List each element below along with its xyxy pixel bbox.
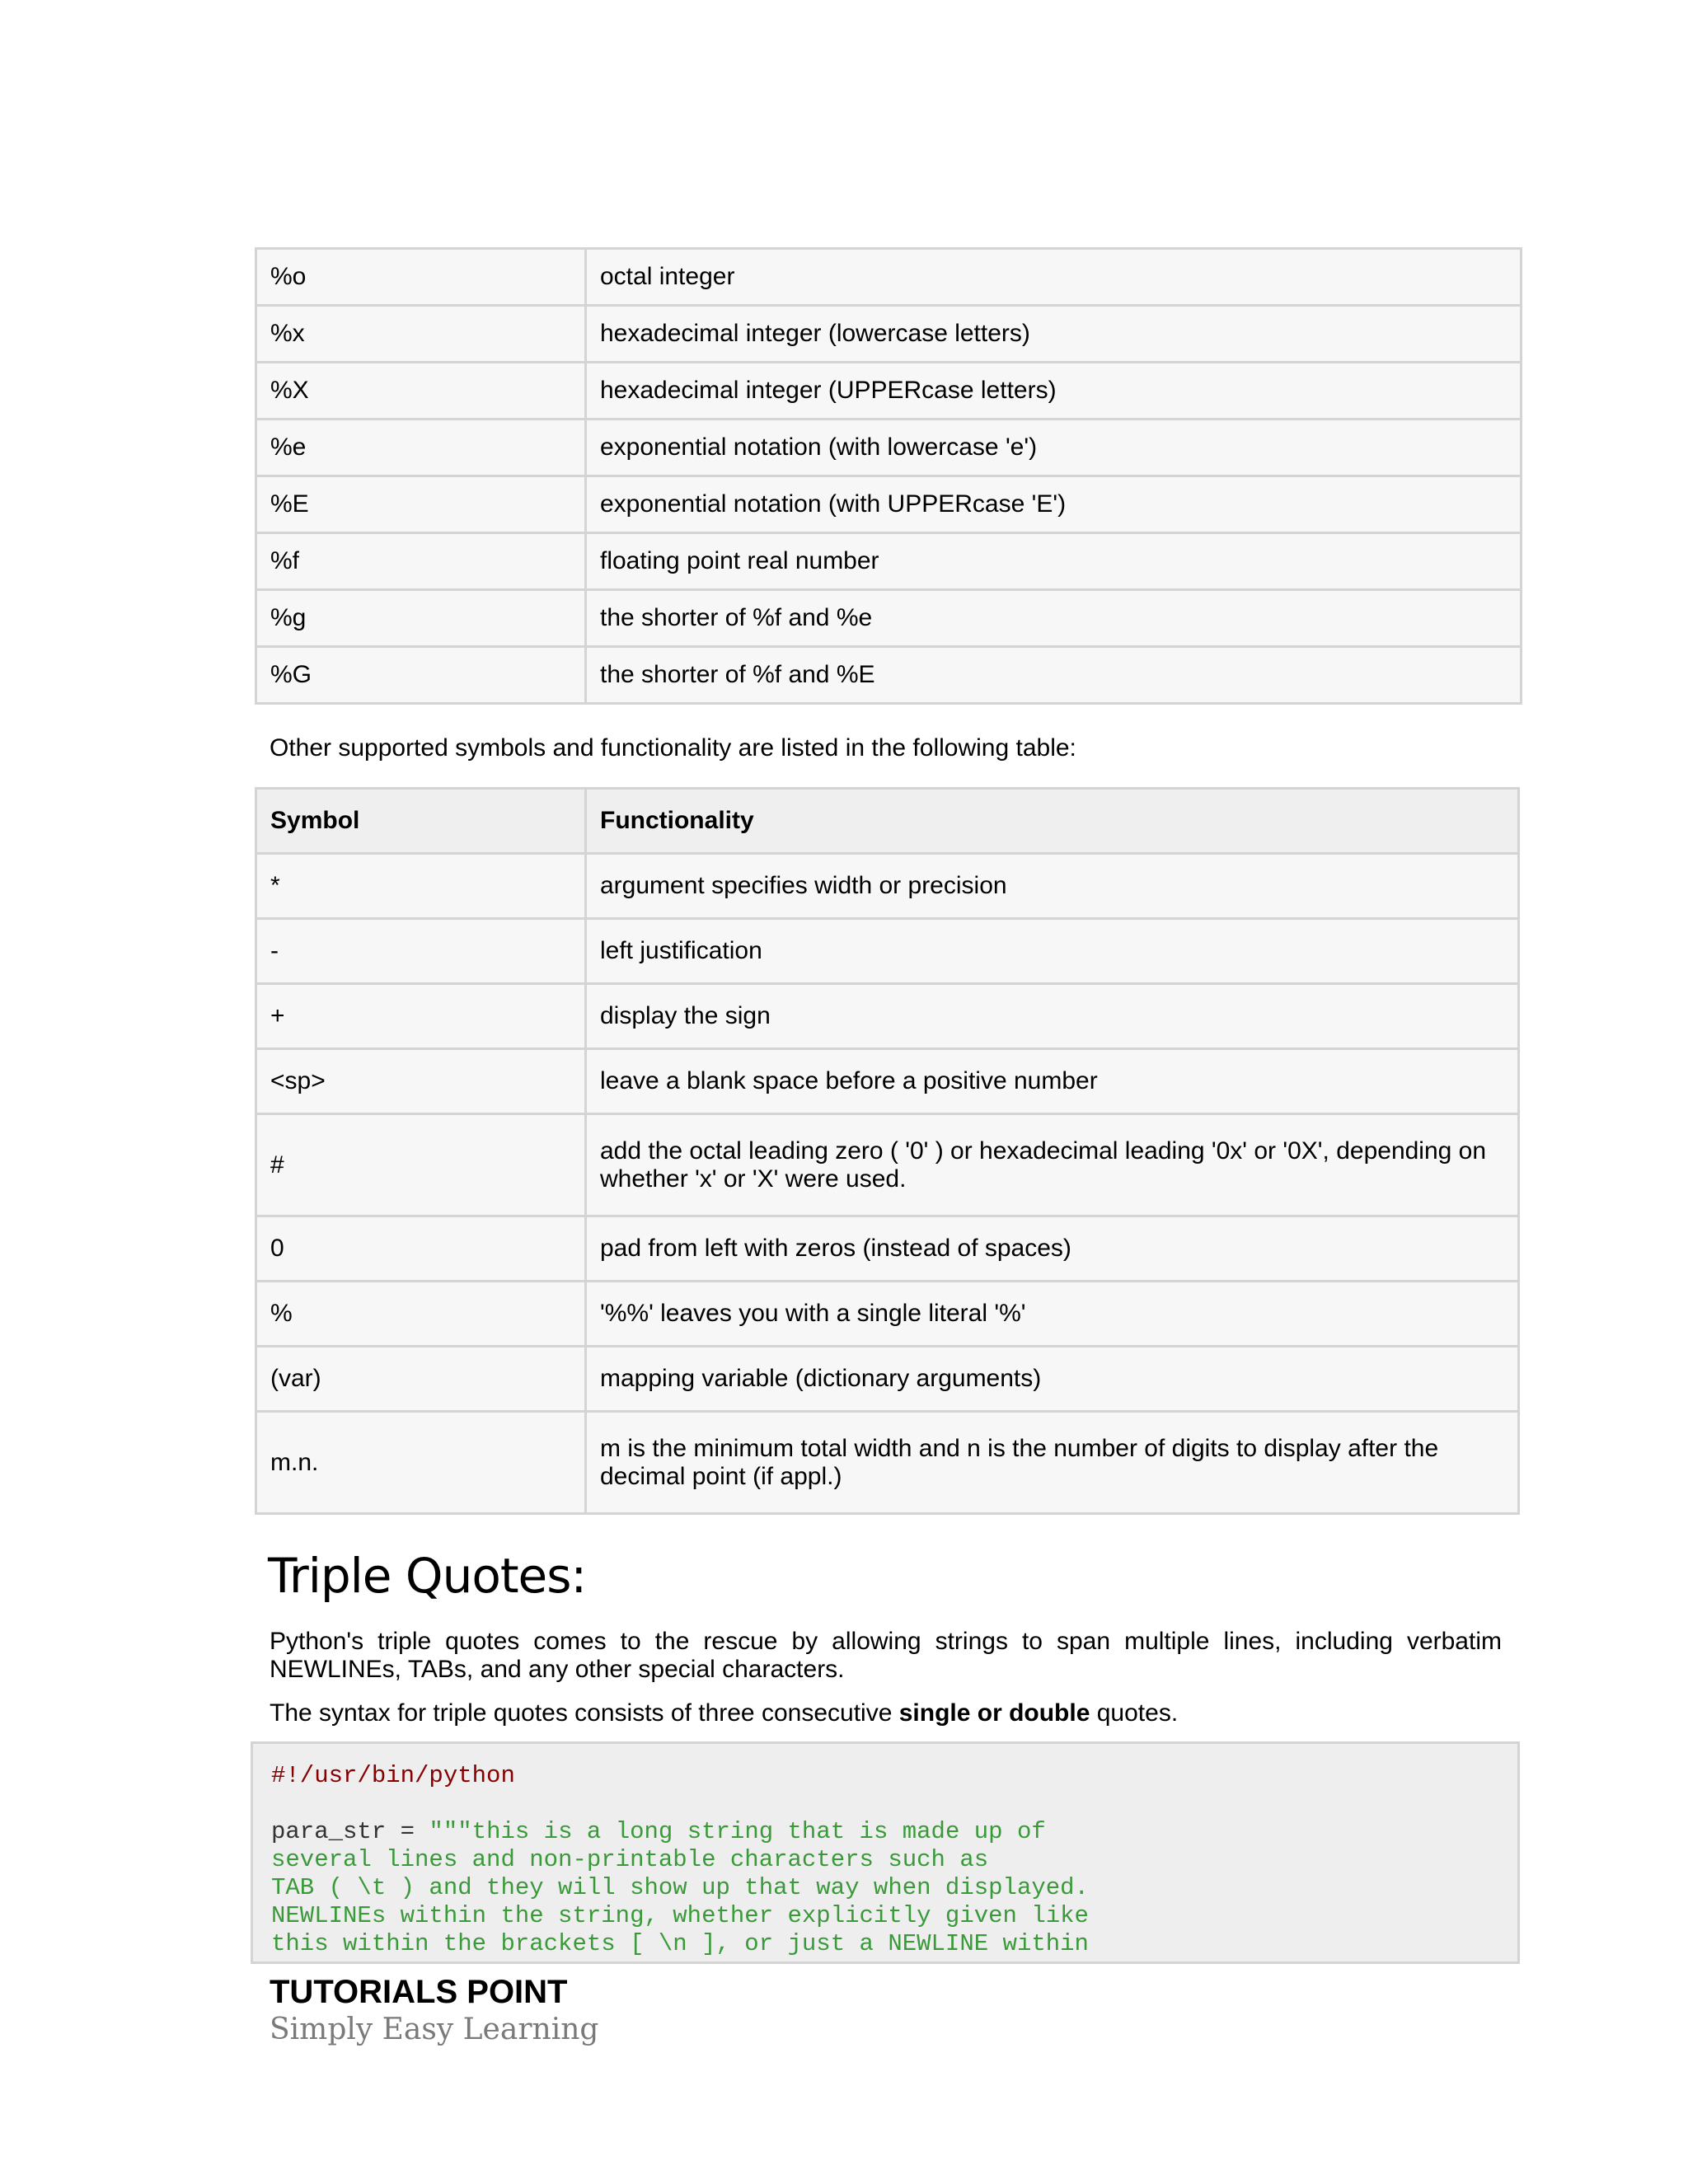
table-row xyxy=(256,1347,1519,1412)
table-row xyxy=(256,419,1522,476)
functionality-cell: pad from left with zeros (instead of spaces) xyxy=(586,1216,1519,1282)
symbol-cell: # xyxy=(256,1114,586,1216)
symbol-cell: * xyxy=(256,854,586,919)
description-cell: octal integer xyxy=(586,249,1522,306)
table-row xyxy=(256,984,1519,1049)
functionality-cell: mapping variable (dictionary arguments) xyxy=(586,1347,1519,1412)
code-string-line: this within the brackets [ \n ], or just a NEWLINE within xyxy=(271,1930,1089,1957)
symbol-cell: %g xyxy=(256,590,586,647)
symbol-cell: + xyxy=(256,984,586,1049)
symbol-cell: %x xyxy=(256,306,586,363)
code-string-line: several lines and non-printable characters such as xyxy=(271,1846,989,1873)
functionality-cell: argument specifies width or precision xyxy=(586,854,1519,919)
symbol-cell: %G xyxy=(256,647,586,704)
footer-brand: TUTORIALS POINT xyxy=(270,1974,568,2010)
symbols-functionality-table xyxy=(255,787,1520,1515)
symbol-cell: <sp> xyxy=(256,1049,586,1114)
symbol-cell: 0 xyxy=(256,1216,586,1282)
table-row xyxy=(256,476,1522,533)
code-variable: para_str xyxy=(271,1818,387,1845)
table-row xyxy=(256,647,1522,704)
section-paragraph-2 xyxy=(270,1699,1502,1727)
symbol-cell: m.n. xyxy=(256,1412,586,1514)
table-intro-text: Other supported symbols and functionality are listed in the following table: xyxy=(270,734,1076,762)
footer-tagline: Simply Easy Learning xyxy=(270,2013,599,2046)
table-row xyxy=(256,306,1522,363)
code-string-line: TAB ( \t ) and they will show up that way when displayed. xyxy=(271,1874,1089,1901)
table-row xyxy=(256,363,1522,419)
description-cell: hexadecimal integer (UPPERcase letters) xyxy=(586,363,1522,419)
symbol-cell: %E xyxy=(256,476,586,533)
description-cell: floating point real number xyxy=(586,533,1522,590)
header-symbol: Symbol xyxy=(256,789,586,854)
description-cell: exponential notation (with lowercase 'e') xyxy=(586,419,1522,476)
code-operator: = xyxy=(386,1818,429,1845)
functionality-cell: display the sign xyxy=(586,984,1519,1049)
section-heading: Triple Quotes: xyxy=(268,1548,586,1604)
code-block xyxy=(251,1741,1520,1964)
symbol-cell: %e xyxy=(256,419,586,476)
code-content xyxy=(271,1762,1499,1958)
symbol-cell: %o xyxy=(256,249,586,306)
table-row xyxy=(256,1412,1519,1514)
table-row xyxy=(256,590,1522,647)
table-row xyxy=(256,1049,1519,1114)
description-cell: the shorter of %f and %E xyxy=(586,647,1522,704)
functionality-cell: m is the minimum total width and n is the number of digits to display after the decimal point (if appl.) xyxy=(586,1412,1519,1514)
functionality-cell: add the octal leading zero ( '0' ) or hexadecimal leading '0x' or '0X', depending on whether 'x' or 'X' were used. xyxy=(586,1114,1519,1216)
format-symbols-table xyxy=(255,247,1522,705)
symbol-cell: (var) xyxy=(256,1347,586,1412)
description-cell: the shorter of %f and %e xyxy=(586,590,1522,647)
table-row xyxy=(256,249,1522,306)
header-functionality: Functionality xyxy=(586,789,1519,854)
paragraph-bold-text: single or double xyxy=(898,1699,1090,1727)
code-string-line: """this is a long string that is made up of xyxy=(429,1818,1046,1845)
table-row xyxy=(256,919,1519,984)
symbol-cell: %f xyxy=(256,533,586,590)
table-row xyxy=(256,1114,1519,1216)
functionality-cell: leave a blank space before a positive number xyxy=(586,1049,1519,1114)
table-header-row xyxy=(256,789,1519,854)
code-shebang: #!/usr/bin/python xyxy=(271,1762,515,1789)
symbol-cell: - xyxy=(256,919,586,984)
description-cell: hexadecimal integer (lowercase letters) xyxy=(586,306,1522,363)
table-row xyxy=(256,854,1519,919)
functionality-cell: '%%' leaves you with a single literal '%' xyxy=(586,1282,1519,1347)
code-string-line: NEWLINEs within the string, whether explicitly given like xyxy=(271,1902,1089,1929)
table-row xyxy=(256,1216,1519,1282)
symbol-cell: %X xyxy=(256,363,586,419)
paragraph-text: quotes. xyxy=(1090,1699,1179,1727)
table-row xyxy=(256,1282,1519,1347)
description-cell: exponential notation (with UPPERcase 'E') xyxy=(586,476,1522,533)
section-paragraph-1: Python's triple quotes comes to the rescue by allowing strings to span multiple lines, including verbatim NEWLINEs, TABs, and any other special characters. xyxy=(270,1628,1502,1683)
paragraph-text: The syntax for triple quotes consists of three consecutive xyxy=(270,1699,899,1727)
functionality-cell: left justification xyxy=(586,919,1519,984)
table-row xyxy=(256,533,1522,590)
symbol-cell: % xyxy=(256,1282,586,1347)
